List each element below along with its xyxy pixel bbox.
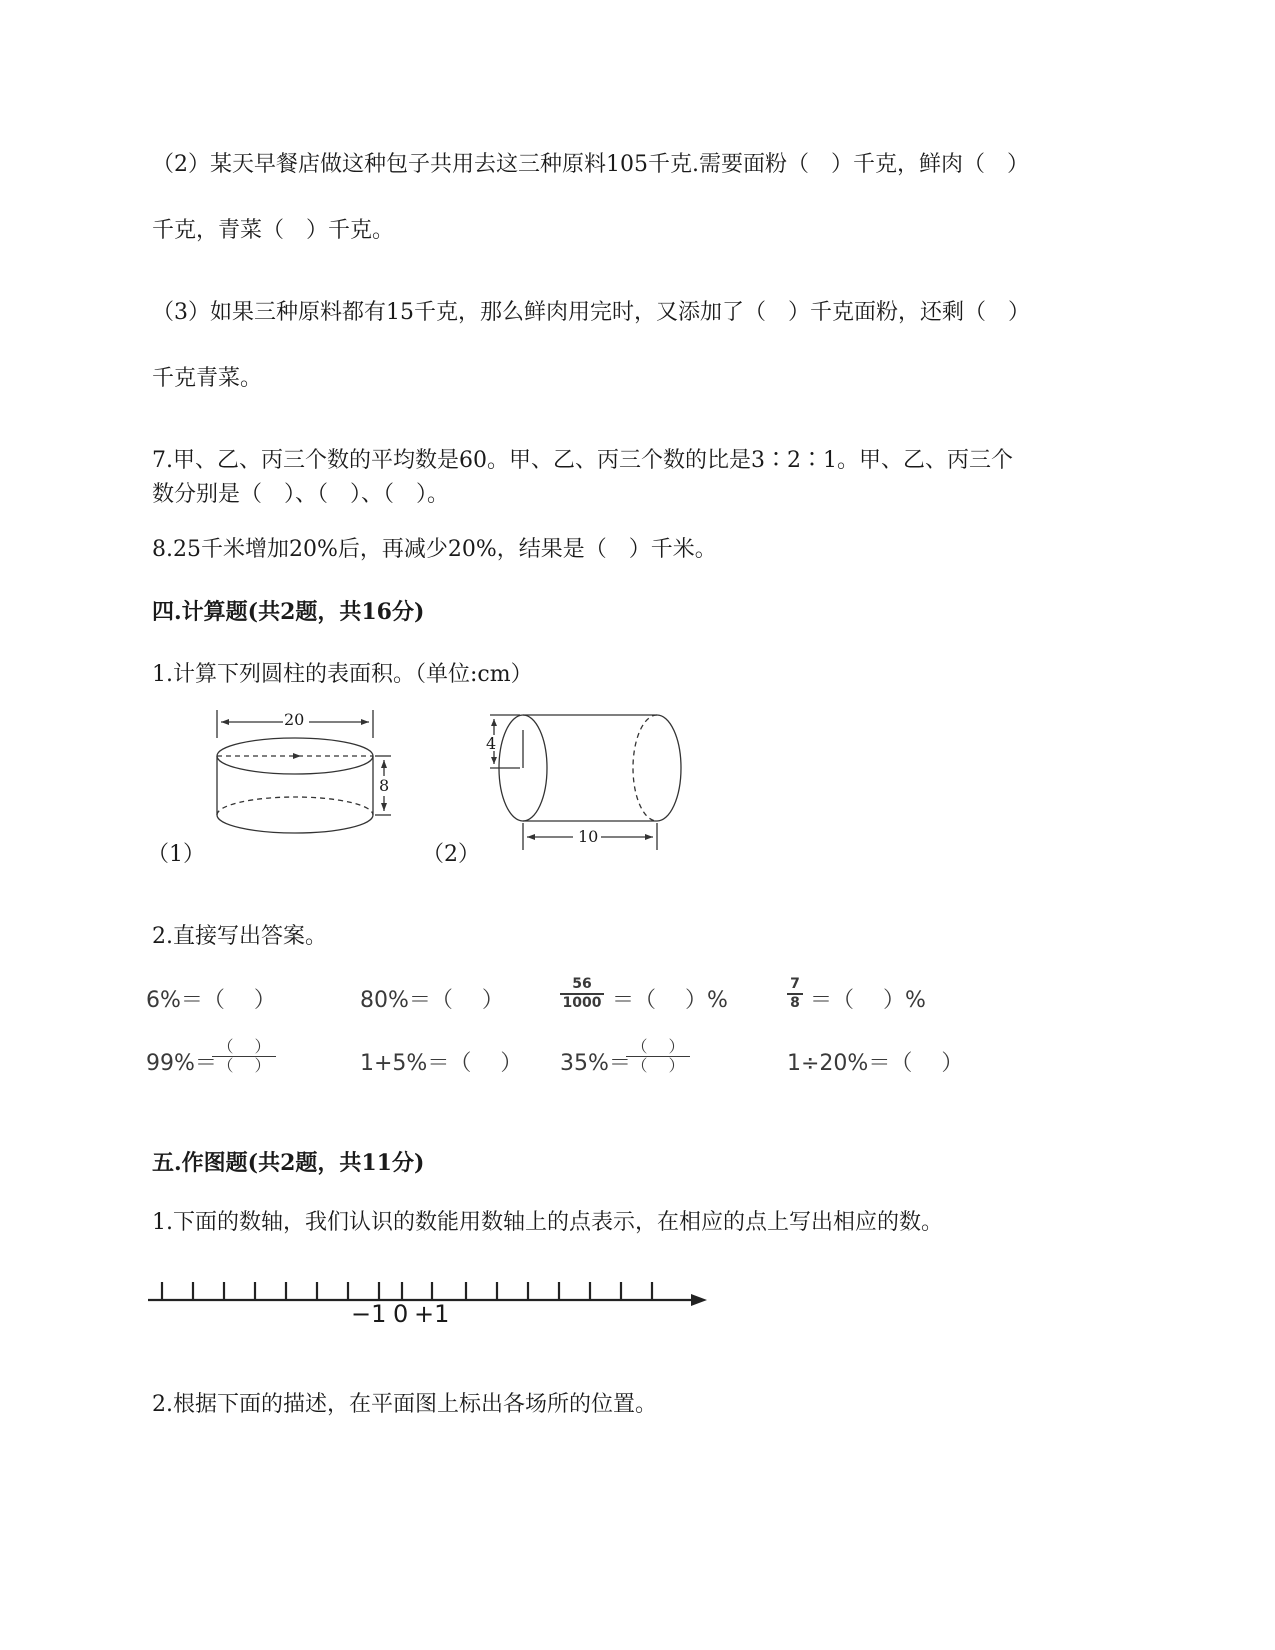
expr-80-percent: 80%＝（ ） (360, 988, 504, 1013)
section-4-question-2: 2.直接写出答案。 (152, 924, 327, 949)
expr-35-percent: 35%＝ (560, 1051, 631, 1076)
blank-numerator: （ ） (217, 1037, 271, 1056)
fraction-56-over-1000 (560, 976, 604, 1012)
fig2-radius-label: 4 (486, 734, 497, 753)
question-6-2-line1: （2）某天早餐店做这种包子共用去这三种原料105千克.需要面粉（ ）千克，鲜肉（ ） (152, 152, 1029, 177)
question-6-2-line2: 千克，青菜（ ）千克。 (152, 218, 395, 243)
blank-denominator: （ ） (217, 1056, 271, 1075)
question-8: 8.25千米增加20%后，再减少20%，结果是（ ）千米。 (152, 537, 717, 562)
expr-7-over-8-rest: ＝（ ）% (810, 988, 926, 1013)
question-6-3-line2: 千克青菜。 (152, 366, 263, 391)
axis-label-plus1: +1 (414, 1300, 450, 1328)
expr-6-percent: 6%＝（ ） (146, 988, 276, 1013)
question-7-line2: 数分别是（ ）、（ ）、（ ）。 (152, 482, 450, 507)
fraction-numerator: 56 (572, 976, 592, 992)
expr-1-div-20-percent: 1÷20%＝（ ） (787, 1051, 964, 1076)
fraction-7-over-8 (787, 976, 803, 1012)
fig2-label: （2） (422, 842, 480, 867)
fig1-height-label: 8 (379, 776, 390, 795)
blank-fraction-35 (626, 1038, 690, 1075)
blank-denominator: （ ） (631, 1056, 685, 1075)
section-4-question-1: 1.计算下列圆柱的表面积。（单位:cm） (152, 662, 533, 687)
fraction-numerator: 7 (790, 976, 800, 992)
expr-56-over-1000-rest: ＝（ ）% (612, 988, 728, 1013)
question-6-3-line1: （3）如果三种原料都有15千克，那么鲜肉用完时，又添加了（ ）千克面粉，还剩（ ） (152, 300, 1030, 325)
axis-label-zero: 0 (393, 1300, 409, 1328)
blank-numerator: （ ） (631, 1037, 685, 1056)
section-5-question-2: 2.根据下面的描述，在平面图上标出各场所的位置。 (152, 1392, 657, 1417)
fig1-diameter-label: 20 (284, 710, 305, 729)
section-5-question-1: 1.下面的数轴，我们认识的数能用数轴上的点表示，在相应的点上写出相应的数。 (152, 1210, 943, 1235)
question-7-line1: 7.甲、乙、丙三个数的平均数是60。甲、乙、丙三个数的比是3∶2∶1。甲、乙、丙三个 (152, 448, 1013, 473)
expr-99-percent: 99%＝ (146, 1051, 217, 1076)
expr-1-plus-5-percent: 1+5%＝（ ） (360, 1051, 523, 1076)
section-4-heading: 四.计算题(共2题，共16分) (152, 599, 425, 625)
section-5-heading: 五.作图题(共2题，共11分) (152, 1150, 425, 1176)
fraction-denominator: 8 (790, 995, 800, 1011)
cylinder-figure-1 (205, 700, 410, 840)
fraction-denominator: 1000 (562, 995, 602, 1011)
fig2-length-label: 10 (578, 827, 599, 846)
blank-fraction-99 (212, 1038, 276, 1075)
axis-label-minus1: −1 (351, 1300, 387, 1328)
fig1-label: （1） (147, 842, 205, 867)
